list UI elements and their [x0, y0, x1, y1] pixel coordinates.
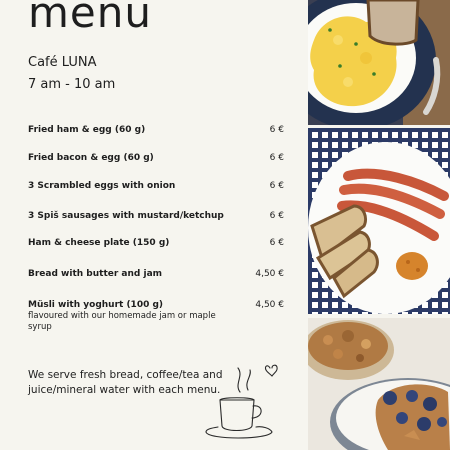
menu-item-name: Fried bacon & egg (60 g)	[28, 153, 154, 163]
menu-item-price: 6 €	[269, 153, 284, 163]
menu-item-price: 6 €	[269, 211, 284, 221]
menu-item-name: 3 Scrambled eggs with onion	[28, 181, 176, 191]
menu-title: menu	[28, 0, 152, 37]
menu-item-name: Fried ham & egg (60 g)	[28, 125, 146, 135]
opening-hours: 7 am - 10 am	[28, 77, 116, 92]
menu-item-price: 6 €	[269, 181, 284, 191]
coffee-cup-icon	[200, 360, 280, 442]
menu-item-price: 4,50 €	[255, 300, 284, 310]
menu-item-price: 6 €	[269, 125, 284, 135]
menu-item-name: Bread with butter and jam	[28, 269, 163, 279]
menu-item-name: Ham & cheese plate (150 g)	[28, 238, 170, 248]
muesli-yoghurt-photo	[308, 318, 450, 450]
menu-item-price: 4,50 €	[255, 269, 284, 279]
cafe-name: Café LUNA	[28, 55, 97, 70]
sausages-bread-photo	[308, 128, 450, 314]
menu-item-description: flavoured with our homemade jam or maple syrup	[28, 311, 216, 332]
scrambled-eggs-photo	[308, 0, 450, 125]
menu-item-name: Müsli with yoghurt (100 g)	[28, 300, 164, 310]
menu-item-price: 6 €	[269, 238, 284, 248]
menu-item-name: 3 Spiš sausages with mustard/ketchup	[28, 211, 224, 221]
footer-note: We serve fresh bread, coffee/tea and juice/mineral water with each menu.	[28, 369, 223, 396]
